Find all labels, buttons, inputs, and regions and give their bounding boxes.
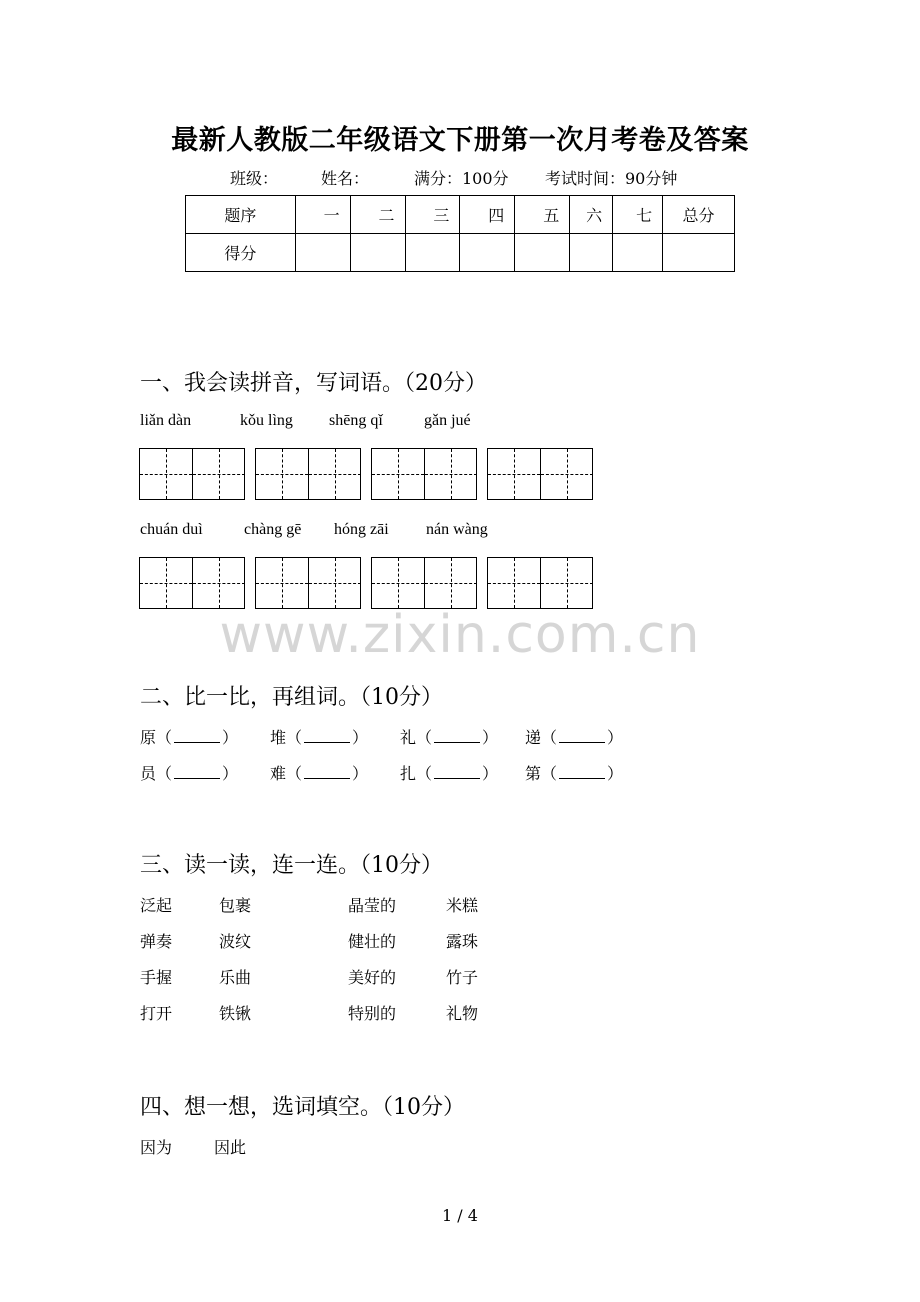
paren: （ — [416, 728, 433, 747]
character: 扎 — [400, 764, 417, 783]
answer-blank[interactable] — [304, 728, 350, 743]
paren: ） — [607, 764, 624, 783]
paren: （ — [541, 728, 558, 747]
pinyin-label: nán wàng — [426, 521, 488, 538]
compare-item — [525, 725, 623, 748]
match-word[interactable]: 特别的 — [348, 1004, 397, 1023]
paren: （ — [156, 764, 173, 783]
answer-blank[interactable] — [174, 728, 220, 743]
paren: （ — [156, 728, 173, 747]
score-cell[interactable] — [350, 234, 405, 272]
column-header: 二 — [350, 196, 405, 234]
paren: ） — [352, 764, 369, 783]
match-word[interactable]: 礼物 — [446, 1004, 479, 1023]
compare-item — [400, 761, 498, 784]
match-word[interactable]: 米糕 — [446, 896, 479, 915]
section4-title: 四、想一想，选词填空。（10分） — [140, 1095, 465, 1120]
score-cell[interactable] — [613, 234, 663, 272]
answer-blank[interactable] — [559, 728, 605, 743]
paren: ） — [482, 728, 499, 747]
section1-title: 一、我会读拼音，写词语。（20分） — [140, 371, 487, 396]
score-cell[interactable] — [515, 234, 570, 272]
word-option: 因为 — [140, 1138, 173, 1157]
answer-blank[interactable] — [434, 728, 480, 743]
page-title: 最新人教版二年级语文下册第一次月考卷及答案 — [171, 125, 749, 156]
answer-blank[interactable] — [174, 764, 220, 779]
writing-grid[interactable] — [255, 448, 361, 500]
score-cell[interactable] — [295, 234, 350, 272]
character: 递 — [525, 728, 542, 747]
column-header: 四 — [460, 196, 515, 234]
match-word[interactable]: 竹子 — [446, 968, 479, 987]
question-order-label: 题序 — [186, 196, 296, 234]
compare-item — [400, 725, 498, 748]
pinyin-label: kǒu lìng — [240, 412, 293, 429]
pinyin-label: chàng gē — [244, 521, 302, 538]
character: 礼 — [400, 728, 417, 747]
match-word[interactable]: 健壮的 — [348, 932, 397, 951]
compare-item — [270, 761, 368, 784]
paren: ） — [222, 764, 239, 783]
score-cell[interactable] — [405, 234, 460, 272]
pinyin-label: hóng zāi — [334, 521, 389, 538]
paren: ） — [482, 764, 499, 783]
character: 原 — [140, 728, 157, 747]
paren: ） — [222, 728, 239, 747]
compare-item — [270, 725, 368, 748]
score-cell[interactable] — [570, 234, 613, 272]
column-header: 一 — [295, 196, 350, 234]
answer-blank[interactable] — [434, 764, 480, 779]
total-label: 总分 — [663, 196, 735, 234]
class-label: 班级： — [230, 169, 279, 188]
pinyin-label: gǎn jué — [424, 412, 471, 429]
writing-grid[interactable] — [255, 557, 361, 609]
paren: ） — [607, 728, 624, 747]
score-cell[interactable] — [460, 234, 515, 272]
character: 堆 — [270, 728, 287, 747]
writing-grid[interactable] — [139, 557, 245, 609]
match-word[interactable]: 打开 — [140, 1004, 173, 1023]
paren: ） — [352, 728, 369, 747]
writing-grid[interactable] — [487, 557, 593, 609]
column-header: 三 — [405, 196, 460, 234]
page-number: 1 / 4 — [442, 1206, 478, 1225]
score-cell[interactable] — [663, 234, 735, 272]
column-header: 六 — [570, 196, 613, 234]
answer-blank[interactable] — [559, 764, 605, 779]
column-header: 五 — [515, 196, 570, 234]
pinyin-label: shēng qǐ — [329, 412, 383, 429]
writing-grid[interactable] — [371, 448, 477, 500]
match-word[interactable]: 晶莹的 — [348, 896, 397, 915]
match-word[interactable]: 波纹 — [219, 932, 252, 951]
character: 第 — [525, 764, 542, 783]
match-word[interactable]: 露珠 — [446, 932, 479, 951]
compare-item — [140, 761, 238, 784]
pinyin-label: liǎn dàn — [140, 412, 192, 429]
score-table-header-row — [186, 196, 735, 234]
match-word[interactable]: 乐曲 — [219, 968, 252, 987]
paren: （ — [286, 728, 303, 747]
score-table-score-row — [186, 234, 735, 272]
name-label: 姓名： — [321, 169, 370, 188]
writing-grid[interactable] — [487, 448, 593, 500]
match-word[interactable]: 手握 — [140, 968, 173, 987]
writing-grid[interactable] — [371, 557, 477, 609]
match-word[interactable]: 泛起 — [140, 896, 173, 915]
paren: （ — [416, 764, 433, 783]
pinyin-label: chuán duì — [140, 521, 203, 538]
character: 员 — [140, 764, 157, 783]
paren: （ — [541, 764, 558, 783]
compare-item — [525, 761, 623, 784]
writing-grid[interactable] — [139, 448, 245, 500]
paren: （ — [286, 764, 303, 783]
compare-item — [140, 725, 238, 748]
score-table — [185, 195, 735, 272]
match-word[interactable]: 包裹 — [219, 896, 252, 915]
section3-title: 三、读一读，连一连。（10分） — [140, 853, 443, 878]
watermark: www.zixin.com.cn — [219, 605, 701, 665]
section2-title: 二、比一比，再组词。（10分） — [140, 685, 443, 710]
full-score: 满分：100分 — [414, 169, 509, 188]
exam-time: 考试时间：90分钟 — [545, 169, 678, 188]
word-option: 因此 — [214, 1138, 247, 1157]
score-label: 得分 — [186, 234, 296, 272]
column-header: 七 — [613, 196, 663, 234]
character: 难 — [270, 764, 287, 783]
match-word[interactable]: 美好的 — [348, 968, 397, 987]
match-word[interactable]: 弹奏 — [140, 932, 173, 951]
match-word[interactable]: 铁锹 — [219, 1004, 252, 1023]
answer-blank[interactable] — [304, 764, 350, 779]
